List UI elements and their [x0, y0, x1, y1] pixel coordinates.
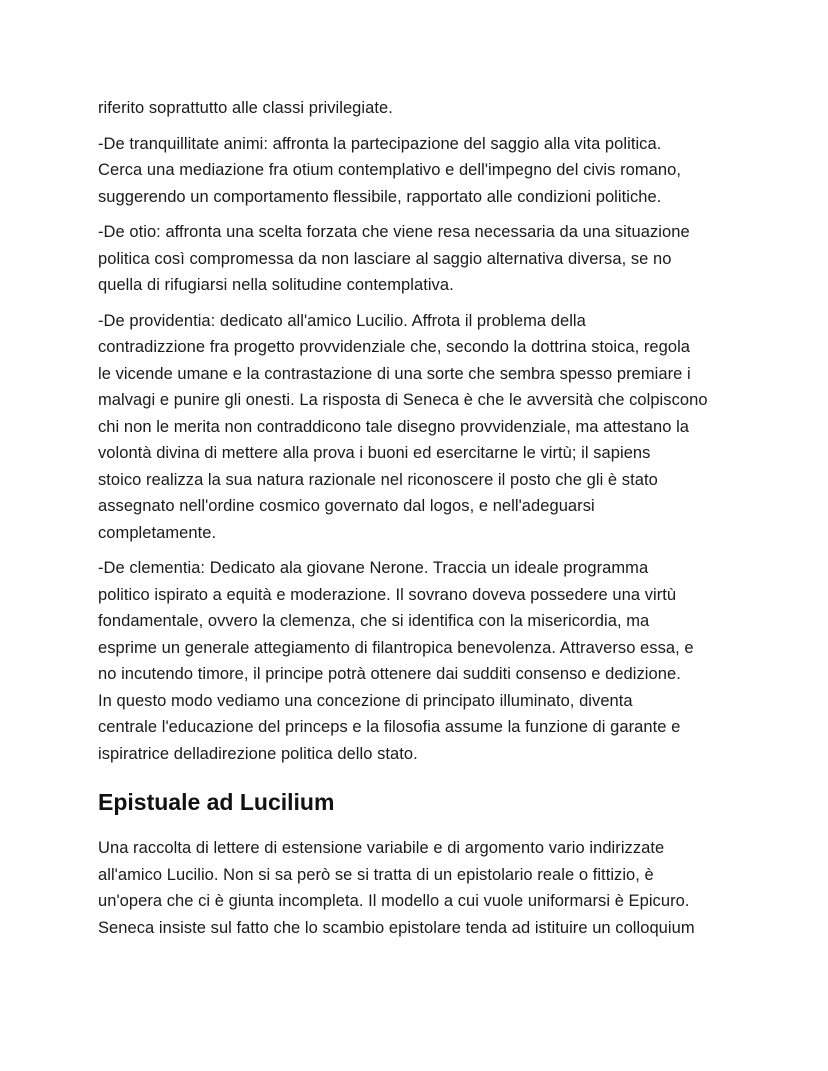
document-page	[98, 95, 738, 950]
paragraph-epistulae: Una raccolta di lettere di estensione variabile e di argomento vario indirizzate all'amico Lucilio. Non si sa però se si tratta di un epistolario reale o fittizio, è un'opera che ci è giunta incompleta. Il modello a cui vuole uniformarsi è Epicuro. Seneca insiste sul fatto che lo scambio epistolare tenda ad istituire un colloquium	[98, 839, 695, 937]
paragraph-de-tranquillitate-animi: -De tranquillitate animi: affronta la partecipazione del saggio alla vita politica. Cerca una mediazione fra otium contemplativo e dell'impegno del civis romano, suggerendo un comportamento flessibile, rapportato alle condizioni politiche.	[98, 134, 681, 206]
section-heading-epistulae: Epistuale ad Lucilium	[98, 789, 335, 815]
paragraph-de-otio: -De otio: affronta una scelta forzata che viene resa necessaria da una situazione politica così compromessa da non lasciare al saggio alternativa diversa, se no quella di rifugiarsi nella solitudine contemplativa.	[98, 223, 690, 294]
paragraph-de-clementia: -De clementia: Dedicato ala giovane Nerone. Traccia un ideale programma politico ispirato a equità e moderazione. Il sovrano doveva possedere una virtù fondamentale, ovvero la clemenza, che si identifica con la misericordia, ma esprime un generale attegiamento di filantropica benevolenza. Attraverso essa, e no incutendo timore, il principe potrà ottenere dai sudditi consenso e dedizione. In questo modo vediamo una concezione di principato illuminato, diventa centrale l'educazione del princeps e la filosofia assume la funzione di garante e ispiratrice delladirezione politica dello stato.	[98, 559, 694, 763]
paragraph-de-providentia: -De providentia: dedicato all'amico Lucilio. Affrota il problema della contradizzione fra progetto provvidenziale che, secondo la dottrina stoica, regola le vicende umane e la contrastazione di una sorte che sembra spesso premiare i malvagi e punire gli onesti. La risposta di Seneca è che le avversità che colpiscono chi non le merita non contraddicono tale disegno provvidenziale, ma attestano la volontà divina di mettere alla prova i buoni ed esercitarne le virtù; il sapiens stoico realizza la sua natura razionale nel riconoscere il posto che gli è stato assegnato nell'ordine cosmico governato dal logos, e nell'adeguarsi completamente.	[98, 311, 708, 542]
paragraph-intro-tail: riferito soprattutto alle classi privilegiate.	[98, 99, 393, 117]
